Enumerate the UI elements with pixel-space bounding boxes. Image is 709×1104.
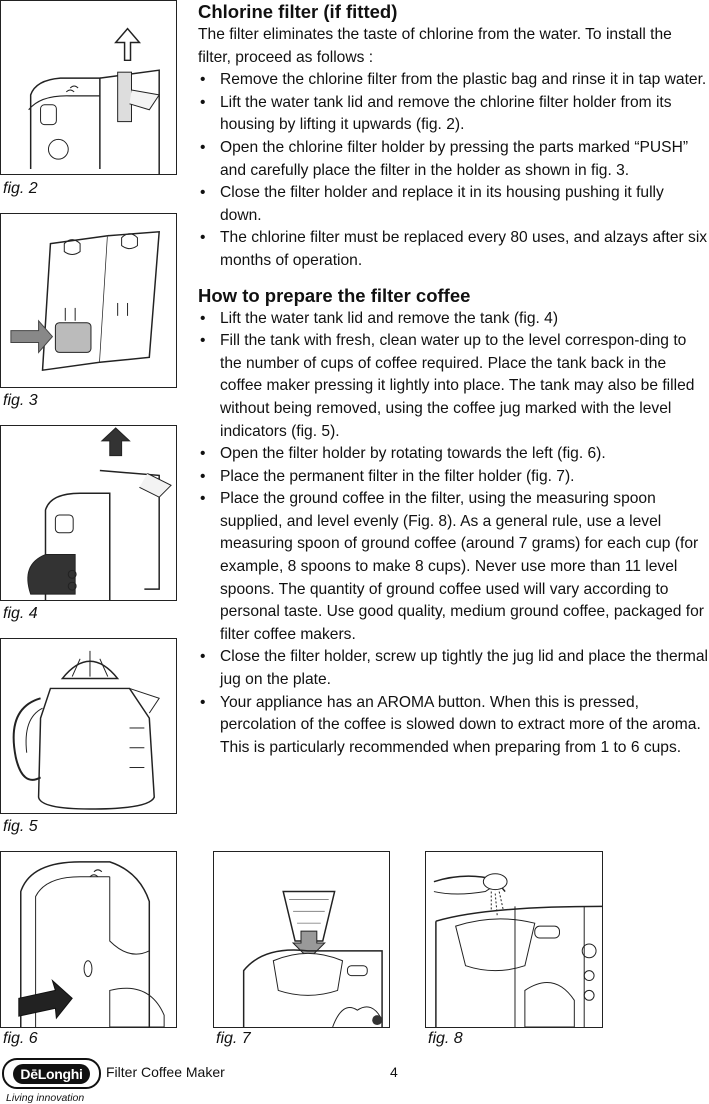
fig4-illustration — [1, 426, 176, 600]
list-item: • Your appliance has an AROMA button. When this is pressed, percolation of the coffee is slowed down to extract more of the aroma. This is particularly recommended when preparing from 1 to 6 cups. — [198, 692, 709, 760]
list-item: • Open the filter holder by rotating towards the left (fig. 6). — [198, 443, 709, 466]
list-item: • Fill the tank with fresh, clean water up to the level correspon-ding to the number of cups of coffee required. Place the tank back in the coffee maker pressing it lightly into place. The tank may also be filled without being removed, using the coffee jug marked with the level indicators (fig. 5). — [198, 330, 709, 443]
chlorine-filter-steps — [198, 69, 709, 272]
fig3-illustration — [1, 214, 176, 387]
fig6-illustration — [1, 852, 176, 1027]
list-item: • Place the permanent filter in the filter holder (fig. 7). — [198, 466, 709, 489]
caption-fig-2: fig. 2 — [3, 180, 38, 197]
caption-fig-7: fig. 7 — [216, 1030, 251, 1047]
figure-5 — [0, 638, 177, 814]
list-item: • Lift the water tank lid and remove the tank (fig. 4) — [198, 308, 709, 331]
product-name: Filter Coffee Maker — [106, 1064, 225, 1080]
caption-fig-5: fig. 5 — [3, 818, 38, 835]
caption-fig-3: fig. 3 — [3, 392, 38, 409]
list-item: • Close the filter holder, screw up tightly the jug lid and place the thermal jug on the plate. — [198, 646, 709, 691]
caption-fig-8: fig. 8 — [428, 1030, 463, 1047]
heading-prepare-coffee: How to prepare the filter coffee — [198, 284, 471, 306]
caption-fig-4: fig. 4 — [3, 605, 38, 622]
instruction-text — [198, 0, 709, 759]
brand-tagline: Living innovation — [6, 1092, 85, 1104]
prepare-coffee-steps — [198, 308, 709, 760]
list-item: • Open the chlorine filter holder by pressing the parts marked “PUSH” and carefully place the filter in the holder as shown in fig. 3. — [198, 137, 709, 182]
chlorine-filter-intro: The filter eliminates the taste of chlorine from the water. To install the filter, proceed as follows : — [198, 26, 672, 66]
list-item: • Remove the chlorine filter from the plastic bag and rinse it in tap water. — [198, 69, 709, 92]
list-item: • The chlorine filter must be replaced every 80 uses, and alzays after six months of operation. — [198, 227, 709, 272]
page-number: 4 — [390, 1064, 398, 1080]
heading-chlorine-filter: Chlorine filter (if fitted) — [198, 1, 398, 22]
fig7-illustration — [214, 852, 389, 1027]
list-item: • Place the ground coffee in the filter, using the measuring spoon supplied, and level evenly (Fig. 8). As a general rule, use a level measuring spoon of ground coffee (around 7 grams) for each cup (for example, 8 spoons to make 8 cups). Never use more than 11 level spoons. The quantity of ground coffee used will vary according to personal taste. Use good quality, medium ground coffee, packaged for filter coffee makers. — [198, 488, 709, 646]
delonghi-logo — [2, 1058, 101, 1089]
figure-8 — [425, 851, 603, 1028]
caption-fig-6: fig. 6 — [3, 1030, 38, 1047]
figure-4 — [0, 425, 177, 601]
fig2-illustration — [1, 1, 176, 174]
fig5-illustration — [1, 639, 176, 813]
logo-text: DēLonghi — [13, 1064, 89, 1084]
figure-2 — [0, 0, 177, 175]
figure-3 — [0, 213, 177, 388]
fig8-illustration — [426, 852, 602, 1027]
page-footer — [0, 1055, 709, 1103]
figure-7 — [213, 851, 390, 1028]
list-item: • Close the filter holder and replace it in its housing pushing it fully down. — [198, 182, 709, 227]
list-item: • Lift the water tank lid and remove the chlorine filter holder from its housing by lifting it upwards (fig. 2). — [198, 92, 709, 137]
figure-6 — [0, 851, 177, 1028]
